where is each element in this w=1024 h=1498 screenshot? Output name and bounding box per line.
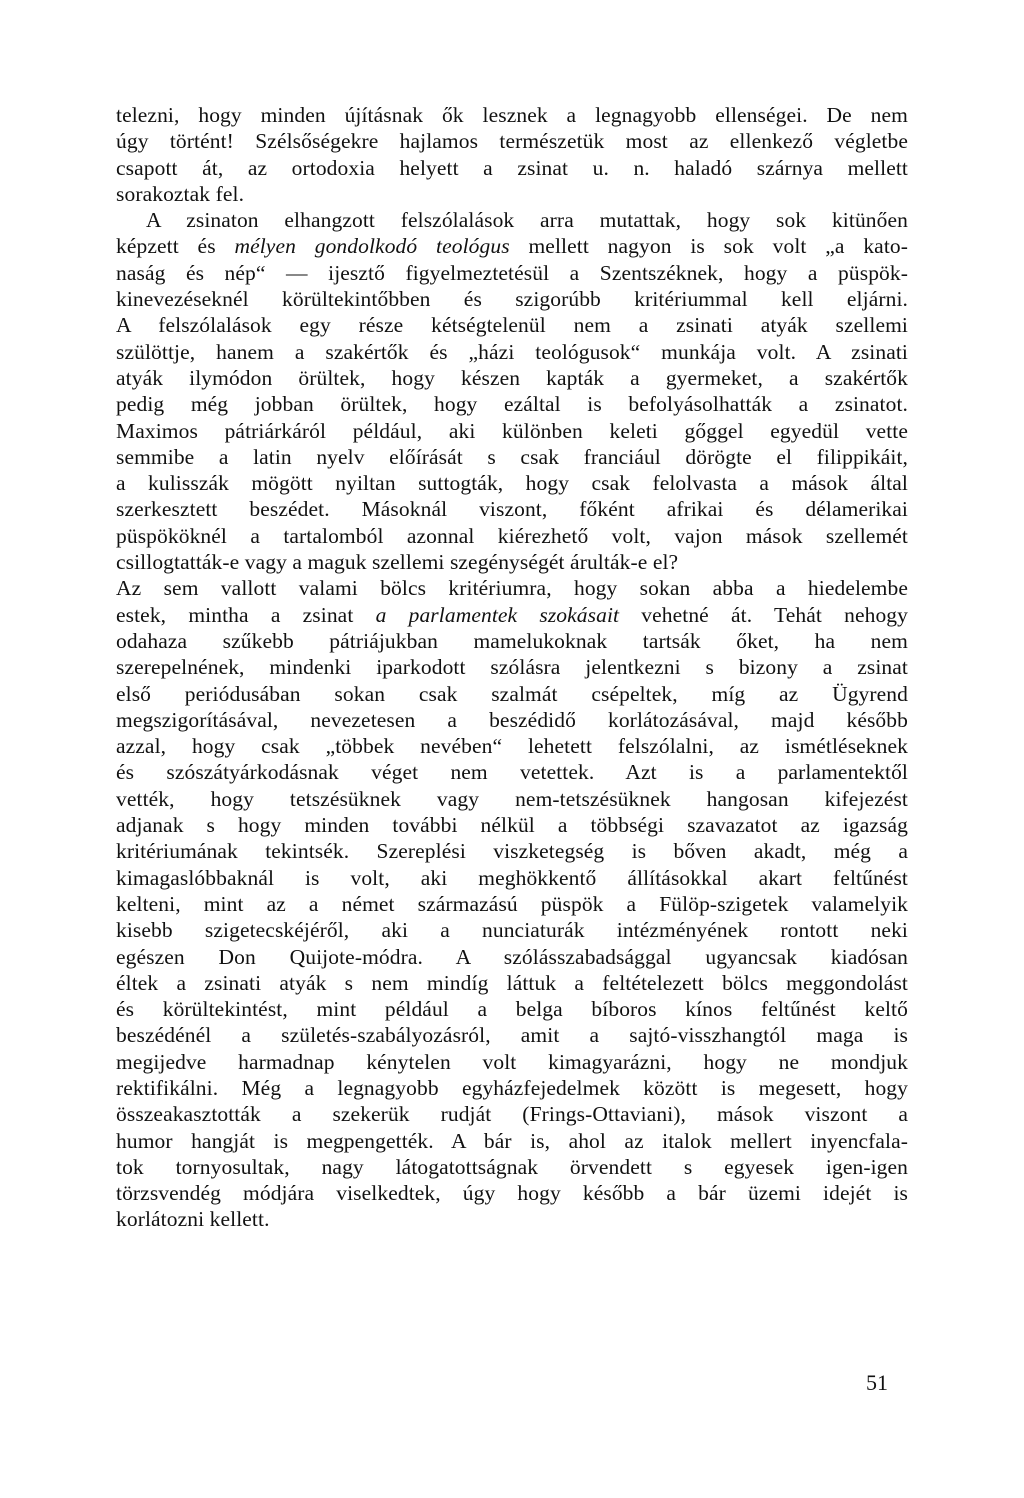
text-segment: kisebb szigetecskéjéről, aki a nunciaturák intézményének rontott neki [116,918,908,943]
text-line [116,207,908,233]
text-line [116,102,908,128]
text-line [116,1154,908,1180]
text-line [116,838,908,864]
text-line [116,996,908,1022]
text-segment: megijedve harmadnap kénytelen volt kimagyarázni, hogy ne mondjuk [116,1049,908,1074]
text-segment: sorakoztak fel. [116,181,245,206]
text-segment: kelteni, mint az a német származású püspök a Fülöp-szigetek valamelyik [116,891,908,916]
text-line [116,496,908,522]
text-segment: A felszólalások egy része kétségtelenül nem a zsinati atyák szellemi [116,313,908,338]
text-line [116,312,908,338]
text-line [116,602,908,628]
text-segment: odahaza szűkebb pátriájukban mamelukoknak tartsák őket, ha nem [116,628,908,653]
text-segment: csapott át, az ortodoxia helyett a zsinat u. n. haladó szárnya mellett [116,155,908,180]
text-line [116,1022,908,1048]
text-line [116,1206,908,1232]
text-line [116,575,908,601]
page-body [116,102,908,1233]
text-segment: estek, mintha a zsinat [116,602,376,627]
text-line [116,444,908,470]
text-segment: vehetné át. Tehát nehogy [619,602,908,627]
text-line [116,1180,908,1206]
text-segment: szülöttje, hanem a szakértők és „házi teológusok“ munkája volt. A zsinati [116,339,908,364]
text-line [116,812,908,838]
text-segment: püspököknél a tartalomból azonnal kiérezhető volt, vajon mások szellemét [116,523,908,548]
text-line [116,654,908,680]
text-segment: képzett és [116,234,235,259]
text-line [116,917,908,943]
text-segment: mellett nagyon is sok volt „a kato- [509,234,909,259]
text-segment: a kulisszák mögött nyiltan suttogták, hogy csak felolvasta a mások által [116,471,908,496]
text-segment: vették, hogy tetszésüknek vagy nem-tetszésüknek hangosan kifejezést [116,786,908,811]
text-line [116,418,908,444]
italic-text: mélyen gondolkodó teológus [234,234,510,259]
text-line [116,1049,908,1075]
text-line [116,260,908,286]
text-segment: beszédénél a születés-szabályozásról, amit a sajtó-visszhangtól maga is [116,1023,908,1048]
text-segment: Az sem vallott valami bölcs kritériumra, hogy sokan abba a hiedelembe [116,576,908,601]
text-segment: pedig még jobban örültek, hogy ezáltal is befolyásolhatták a zsinatot. [116,392,908,417]
text-line [116,759,908,785]
text-line [116,365,908,391]
page-number: 51 [866,1370,888,1395]
text-segment: A zsinaton elhangzott felszólalások arra mutattak, hogy sok kitünően [146,208,908,233]
text-line [116,155,908,181]
text-segment: Maximos pátriárkáról például, aki különben keleti gőggel egyedül vette [116,418,908,443]
text-segment: kinevezéseknél körültekintőbben és szigorúbb kritériummal kell eljárni. [116,287,908,312]
text-segment: korlátozni kellett. [116,1207,270,1232]
text-line [116,628,908,654]
text-segment: rektifikálni. Még a legnagyobb egyházfejedelmek között is megesett, hogy [116,1075,908,1100]
text-segment: tok tornyosultak, nagy látogatottságnak örvendett s egyesek igen-igen [116,1154,908,1179]
text-line [116,865,908,891]
text-line [116,786,908,812]
text-segment: atyák ilymódon örültek, hogy készen kapták a gyermeket, a szakértők [116,365,908,390]
text-segment: csillogtatták-e vagy a maguk szellemi szegénységét árulták-e el? [116,550,679,575]
text-line [116,523,908,549]
text-line [116,944,908,970]
text-segment: kimagaslóbbaknál is volt, aki meghökkentő állításokkal akart feltűnést [116,865,908,890]
text-line [116,970,908,996]
text-segment: adjanak s hogy minden további nélkül a többségi szavazatot az igazság [116,813,908,838]
text-line [116,1075,908,1101]
text-segment: éltek a zsinati atyák s nem mindíg láttuk a feltételezett bölcs meggondolást [116,970,908,995]
text-line [116,681,908,707]
text-line [116,891,908,917]
text-segment: humor hangját is megpengették. A bár is, ahol az italok mellert inyencfala- [116,1128,908,1153]
text-segment: semmibe a latin nyelv előírását s csak franciául dörögte el filippikáit, [116,444,908,469]
text-segment: törzsvendég módjára viselkedtek, úgy hogy később a bár üzemi idejét is [116,1181,908,1206]
text-line [116,181,908,207]
text-line [116,733,908,759]
text-line [116,549,908,575]
text-segment: telezni, hogy minden újításnak ők lesznek a legnagyobb ellenségei. De nem [116,103,908,127]
text-segment: azzal, hogy csak „többek nevében“ lehetett felszólalni, az ismétléseknek [116,734,908,759]
text-segment: kritériumának tekintsék. Szereplési viszketegség is bőven akadt, még a [116,839,908,864]
text-line [116,339,908,365]
text-line [116,128,908,154]
text-segment: első periódusában sokan csak szalmát csépeltek, míg az Ügyrend [116,681,908,706]
text-segment: naság és nép“ — ijesztő figyelmeztetésül a Szentszéknek, hogy a püspök- [116,260,908,285]
text-line [116,1101,908,1127]
text-line [116,286,908,312]
text-segment: összeakasztották a szekerük rudját (Frings-Ottaviani), mások viszont a [116,1102,908,1127]
text-segment: egészen Don Quijote-módra. A szólásszabadsággal ugyancsak kiadósan [116,944,908,969]
text-segment: szerepelnének, mindenki iparkodott szólásra jelentkezni s bizony a zsinat [116,655,908,680]
text-segment: szerkesztett beszédet. Másoknál viszont, főként afrikai és délamerikai [116,497,908,522]
text-line [116,470,908,496]
italic-text: a parlamentek szokásait [375,602,620,627]
text-line [116,391,908,417]
text-line [116,233,908,259]
text-segment: úgy történt! Szélsőségekre hajlamos természetük most az ellenkező végletbe [116,129,908,154]
text-line [116,707,908,733]
text-segment: és körültekintést, mint például a belga bíboros kínos feltűnést keltő [116,997,908,1022]
text-segment: és szószátyárkodásnak véget nem vetettek. Azt is a parlamentektől [116,760,908,785]
text-segment: megszigorításával, nevezetesen a beszédidő korlátozásával, majd később [116,707,908,732]
text-line [116,1128,908,1154]
